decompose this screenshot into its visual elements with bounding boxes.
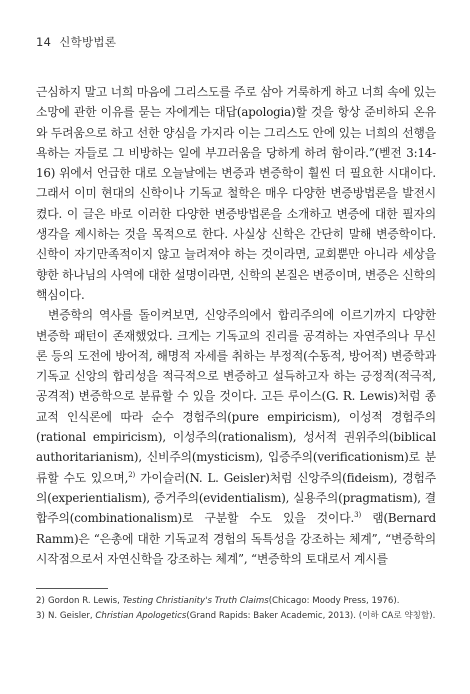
footnote-ref-2: 2) <box>128 470 136 479</box>
footnote-text <box>48 594 436 609</box>
footnote-book-title: Testing Christianity's Truth Claims <box>122 596 269 606</box>
footnote-publication: (Chicago: Moody Press, 1976). <box>268 596 400 606</box>
footnote-publication: (Grand Rapids: Baker Academic, 2013). (이하 CA로 약칭함). <box>186 611 436 621</box>
footnote-text <box>48 609 436 624</box>
book-title: 신학방법론 <box>59 35 117 49</box>
body-text <box>36 82 436 569</box>
footnote-divider <box>36 588 108 589</box>
footnote-number: 3) <box>36 611 45 621</box>
footnote-book-title: Christian Apologetics <box>95 611 187 621</box>
paragraph-1: 근심하지 말고 너희 마음에 그리스도를 주로 삼아 거룩하게 하고 너희 속에 있는 소망에 관한 이유를 묻는 자에게는 대답(apologia)할 것을 항상 준비하되 온유와 두려움으로 하고 선한 양심을 가지라 이는 그리스도 안에 있는 너희의 선행을 욕하는 자들로 그 비방하는 일에 부끄러움을 당하게 하려 함이라.”(벧전 3:14-16) 위에서 언급한 대로 오늘날에는 변증과 변증학이 훨씬 더 필요한 시대이다. 그래서 이미 현대의 신학이나 기독교 철학은 매우 다양한 변증방법론을 발전시켰다. 이 글은 바로 이러한 다양한 변증방법론을 소개하고 변증에 대한 필자의 생각을 제시하는 것을 목적으로 한다. 사실상 신학은 간단히 말해 변증학이다. 신학이 자기만족적이지 않고 늘려져야 하는 것이라면, 교회뿐만 아니라 세상을 향한 하나님의 사역에 대한 설명이라면, 신학의 본질은 변증이며, 변증은 신학의 핵심이다. <box>36 85 436 302</box>
paragraph-2 <box>36 305 436 569</box>
footnote-2 <box>36 594 436 609</box>
running-header <box>36 34 116 50</box>
paragraph-2-part-3: 램(Bernard Ramm)은 “은총에 대한 기독교적 경험의 독특성을 강조하는 체계”, “변증학의 시작점으로서 자연신학을 강조하는 체계”, “변증학의 토대로서 계시를 <box>36 511 436 566</box>
footnote-ref-3: 3) <box>354 511 362 520</box>
footnote-number: 2) <box>36 596 45 606</box>
footnote-author: Gordon R. Lewis, <box>48 596 123 606</box>
paragraph-2-part-2: 가이슬러(N. L. Geisler)처럼 신앙주의(fideism), 경험주의(experientialism), 증거주의(evidentialism), 실용주의(pragmatism), 결합주의(combinationalism)로 구분할 수도 있을 것이다. <box>36 470 436 526</box>
page-number: 14 <box>36 35 52 49</box>
footnote-author: N. Geisler, <box>48 611 96 621</box>
paragraph-2-part-1: 변증학의 역사를 돌이켜보면, 신앙주의에서 합리주의에 이르기까지 다양한 변증학 패턴이 존재했었다. 크게는 기독교의 진리를 공격하는 자연주의나 무신론 등의 도전에 방어적, 해명적 자세를 취하는 부정적(수동적, 방어적) 변증학과 기독교 신앙의 합리성을 적극적으로 변증하고 설득하고자 하는 긍정적(적극적, 공격적) 변증학으로 분류할 수 있을 것이다. 고든 루이스(G. R. Lewis)처럼 종교적 인식론에 따라 순수 경험주의(pure empiricism), 이성적 경험주의(rational empiricism), 이성주의(rationalism), 성서적 권위주의(biblical authoritarianism), 신비주의(mysticism), 입증주의(verificationism)로 분류할 수도 있으며, <box>36 308 436 485</box>
footnotes <box>36 594 436 624</box>
footnote-3 <box>36 609 436 624</box>
